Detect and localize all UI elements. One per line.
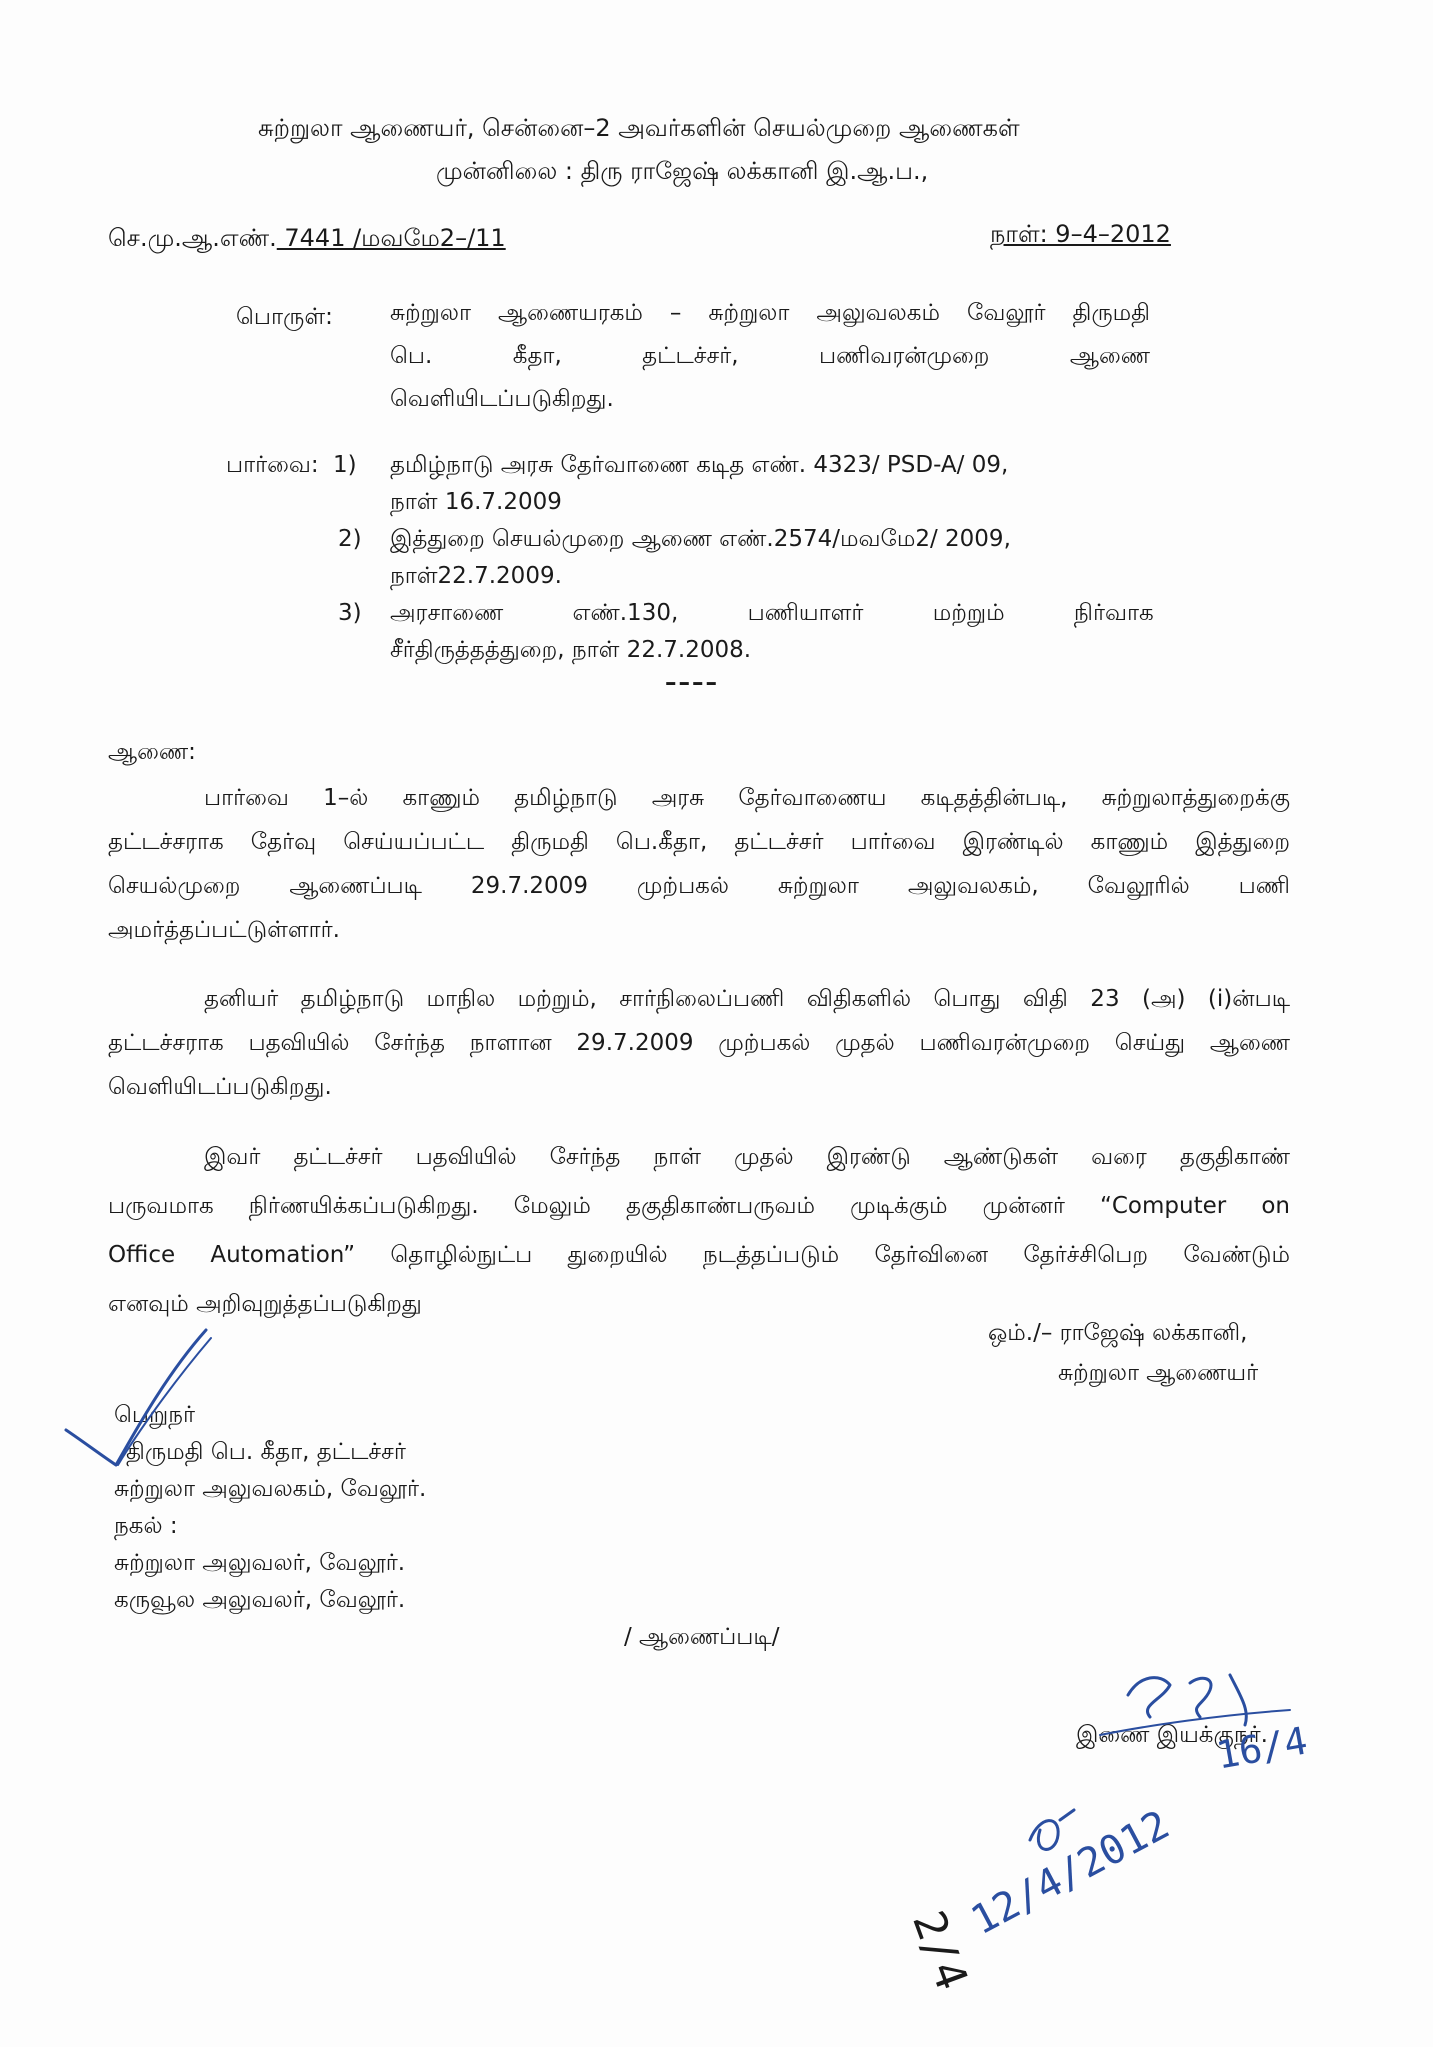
- recipient-label: பெறுநர்: [114, 1402, 196, 1428]
- subject-label: பொருள்:: [236, 304, 333, 330]
- handwritten-fraction: 2/4: [902, 1904, 978, 1997]
- reference-item-line: தமிழ்நாடு அரசு தேர்வாணை கடித எண். 4323/ PSD-A/ 09,: [390, 452, 1009, 478]
- paragraph-line: வெளியிடப்படுகிறது.: [108, 1074, 332, 1100]
- signatory-name: ஒம்./– ராஜேஷ் லக்கானி,: [988, 1320, 1248, 1346]
- subject-text: [390, 292, 1150, 421]
- references-divider: ––––: [665, 670, 719, 696]
- reference-prefix: செ.மு.ஆ.எண்.: [108, 224, 277, 252]
- by-order: / ஆணைப்படி/: [624, 1624, 780, 1650]
- reference-item-line: நாள் 16.7.2009: [390, 489, 562, 515]
- paragraph-line: பார்வை 1–ல் காணும் தமிழ்நாடு அரசு தேர்வாணைய கடிதத்தின்படி, சுற்றுலாத்துறைக்கு: [204, 785, 1290, 811]
- recipient-line: சுற்றுலா அலுவலகம், வேலூர்.: [114, 1476, 427, 1502]
- handwritten-scribble-icon: [1010, 1800, 1090, 1870]
- paragraph-line: தட்டச்சராக பதவியில் சேர்ந்த நாளான 29.7.2009 முற்பகல் முதல் பணிவரன்முறை செய்து ஆணை: [108, 1030, 1290, 1056]
- order-paragraph-2: [108, 977, 1290, 1109]
- tick-mark-icon: [56, 1320, 256, 1480]
- paragraph-line: செயல்முறை ஆணைப்படி 29.7.2009 முற்பகல் சுற்றுலா அலுவலகம், வேலூரில் பணி: [108, 873, 1290, 899]
- order-paragraph-1: [108, 776, 1290, 952]
- subject-line: சுற்றுலா ஆணையரகம் – சுற்றுலா அலுவலகம் வேலூர் திருமதி: [390, 300, 1150, 326]
- joint-director-title: இணை இயக்குநர்.: [1076, 1722, 1268, 1748]
- subject-line: பெ. கீதா, தட்டச்சர், பணிவரன்முறை ஆணை: [390, 343, 1150, 369]
- paragraph-line: அமர்த்தப்பட்டுள்ளார்.: [108, 917, 340, 943]
- reference-item-line: சீர்திருத்தத்துறை, நாள் 22.7.2008.: [390, 637, 752, 663]
- subject-line: வெளியிடப்படுகிறது.: [390, 386, 614, 412]
- copy-line: சுற்றுலா அலுவலர், வேலூர்.: [114, 1550, 406, 1576]
- references-label: பார்வை:: [226, 452, 319, 478]
- reference-date: நாள்: 9–4–2012: [990, 220, 1171, 248]
- signatory-title: சுற்றுலா ஆணையர்: [1058, 1360, 1259, 1386]
- order-paragraph-3: [108, 1133, 1290, 1329]
- reference-item-number: 3): [338, 600, 362, 626]
- paragraph-line: தனியர் தமிழ்நாடு மாநில மற்றும், சார்நிலைப்பணி விதிகளில் பொது விதி 23 (அ) (i)ன்படி: [204, 986, 1290, 1012]
- paragraph-line: எனவும் அறிவுறுத்தப்படுகிறது: [108, 1291, 422, 1317]
- reference-number: [108, 223, 506, 253]
- handwritten-date: 12/4/2012: [963, 1801, 1177, 1945]
- header-presiding: முன்னிலை : திரு ராஜேஷ் லக்கானி இ.ஆ.ப.,: [436, 157, 929, 185]
- copy-label: நகல் :: [114, 1513, 178, 1539]
- recipient-line: திருமதி பெ. கீதா, தட்டச்சர்: [126, 1439, 406, 1465]
- paragraph-line: இவர் தட்டச்சர் பதவியில் சேர்ந்த நாள் முதல் இரண்டு ஆண்டுகள் வரை தகுதிகாண்: [204, 1144, 1290, 1170]
- reference-item-number: 2): [338, 526, 362, 552]
- reference-code: 7441 /மவமே2–/11: [276, 224, 506, 252]
- copy-line: கருவூல அலுவலர், வேலூர்.: [114, 1587, 406, 1613]
- reference-item-line: நாள்22.7.2009.: [390, 563, 562, 589]
- paragraph-line: பருவமாக நிர்ணயிக்கப்படுகிறது. மேலும் தகுதிகாண்பருவம் முடிக்கும் முன்னர் “Computer on: [108, 1193, 1290, 1219]
- paragraph-line: Office Automation” தொழில்நுட்ப துறையில் நடத்தப்படும் தேர்வினை தேர்ச்சிபெற வேண்டும்: [108, 1242, 1290, 1268]
- reference-item-number: 1): [333, 452, 357, 478]
- reference-item-line: அரசாணை எண்.130, பணியாளர் மற்றும் நிர்வாக: [390, 600, 1154, 626]
- order-label: ஆணை:: [108, 739, 196, 765]
- paragraph-line: தட்டச்சராக தேர்வு செய்யப்பட்ட திருமதி பெ.கீதா, தட்டச்சர் பார்வை இரண்டில் காணும் இத்துறை: [108, 829, 1290, 855]
- header-title: சுற்றுலா ஆணையர், சென்னை–2 அவர்களின் செயல்முறை ஆணைகள்: [258, 114, 1020, 142]
- reference-item-line: இத்துறை செயல்முறை ஆணை எண்.2574/மவமே2/ 2009,: [390, 526, 1011, 552]
- initials-date: 16/4: [1212, 1718, 1311, 1778]
